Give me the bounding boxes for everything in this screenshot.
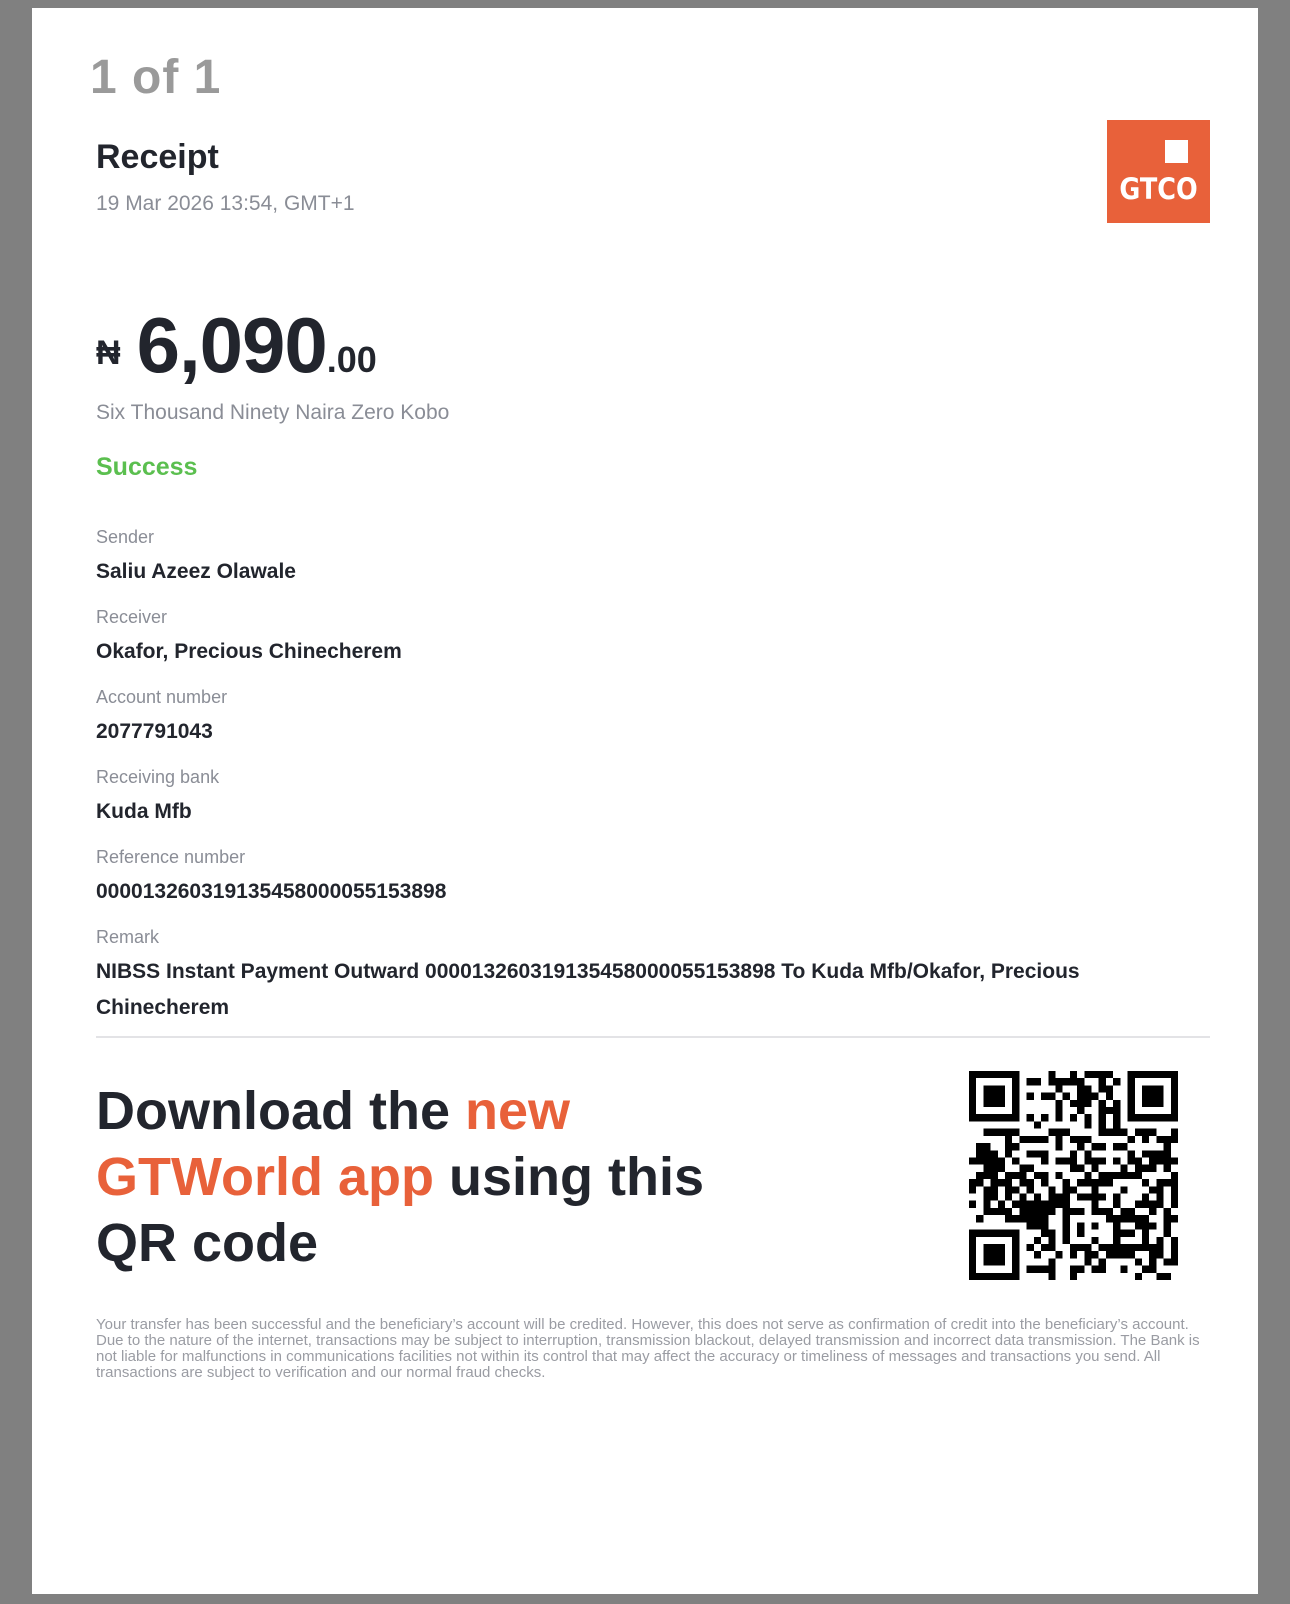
- status-badge: Success: [96, 453, 198, 481]
- reference-number-field: [96, 846, 1186, 910]
- remark-field: [96, 926, 1186, 1026]
- divider: [96, 1036, 1210, 1038]
- field-label: Receiver: [96, 607, 168, 627]
- logo-square-icon: [1165, 140, 1188, 163]
- disclaimer-text: Your transfer has been successful and the beneficiary’s account will be credited. However, this does not serve as confirmation of credit into the beneficiary’s account. Due to the nature of the internet, transactions may be subject to interruption, transmission blackout, delayed transmission and incorrect data transmission. The Bank is not liable for malfunctions in communications facilities not within its control that may affect the accuracy or timeliness of messages and transactions you send. All transactions are subject to verification and our normal fraud checks.: [96, 1316, 1200, 1381]
- field-value: 000013260319135458000055153898: [96, 880, 447, 903]
- field-value: Saliu Azeez Olawale: [96, 560, 296, 583]
- receiving-bank-field: [96, 766, 1186, 830]
- promo-part1: Download the: [96, 1081, 465, 1141]
- field-label: Remark: [96, 927, 160, 947]
- receipt-title: Receipt: [96, 138, 219, 176]
- field-value: NIBSS Instant Payment Outward 000013260319135458000055153898 To Kuda Mfb/Okafor, Precious Chinecherem: [96, 960, 1080, 1019]
- field-label: Reference number: [96, 847, 246, 867]
- amount-cents: .00: [326, 339, 377, 380]
- field-value: Okafor, Precious Chinecherem: [96, 640, 402, 663]
- currency-symbol: ₦: [96, 334, 121, 372]
- field-value: Kuda Mfb: [96, 800, 192, 823]
- promo-text: [96, 1078, 716, 1276]
- field-label: Account number: [96, 687, 228, 707]
- amount-in-words: Six Thousand Ninety Naira Zero Kobo: [96, 401, 450, 424]
- page-counter: 1 of 1: [90, 51, 222, 104]
- receipt-date: 19 Mar 2026 13:54, GMT+1: [96, 192, 355, 215]
- promo-accent: new GTWorld app: [96, 1081, 571, 1207]
- receipt-page: [32, 8, 1258, 1594]
- account-number-field: [96, 686, 1186, 750]
- field-label: Receiving bank: [96, 767, 220, 787]
- receiver-field: [96, 606, 1186, 670]
- qr-code-icon: [969, 1071, 1178, 1280]
- sender-field: [96, 526, 1186, 590]
- amount-whole: 6,090: [136, 301, 327, 389]
- field-label: Sender: [96, 527, 155, 547]
- promo-part2: using this QR code: [96, 1147, 704, 1273]
- logo-text: GTCO: [1119, 172, 1198, 206]
- field-value: 2077791043: [96, 720, 213, 743]
- gtco-logo: [1107, 120, 1210, 223]
- amount: [96, 300, 377, 391]
